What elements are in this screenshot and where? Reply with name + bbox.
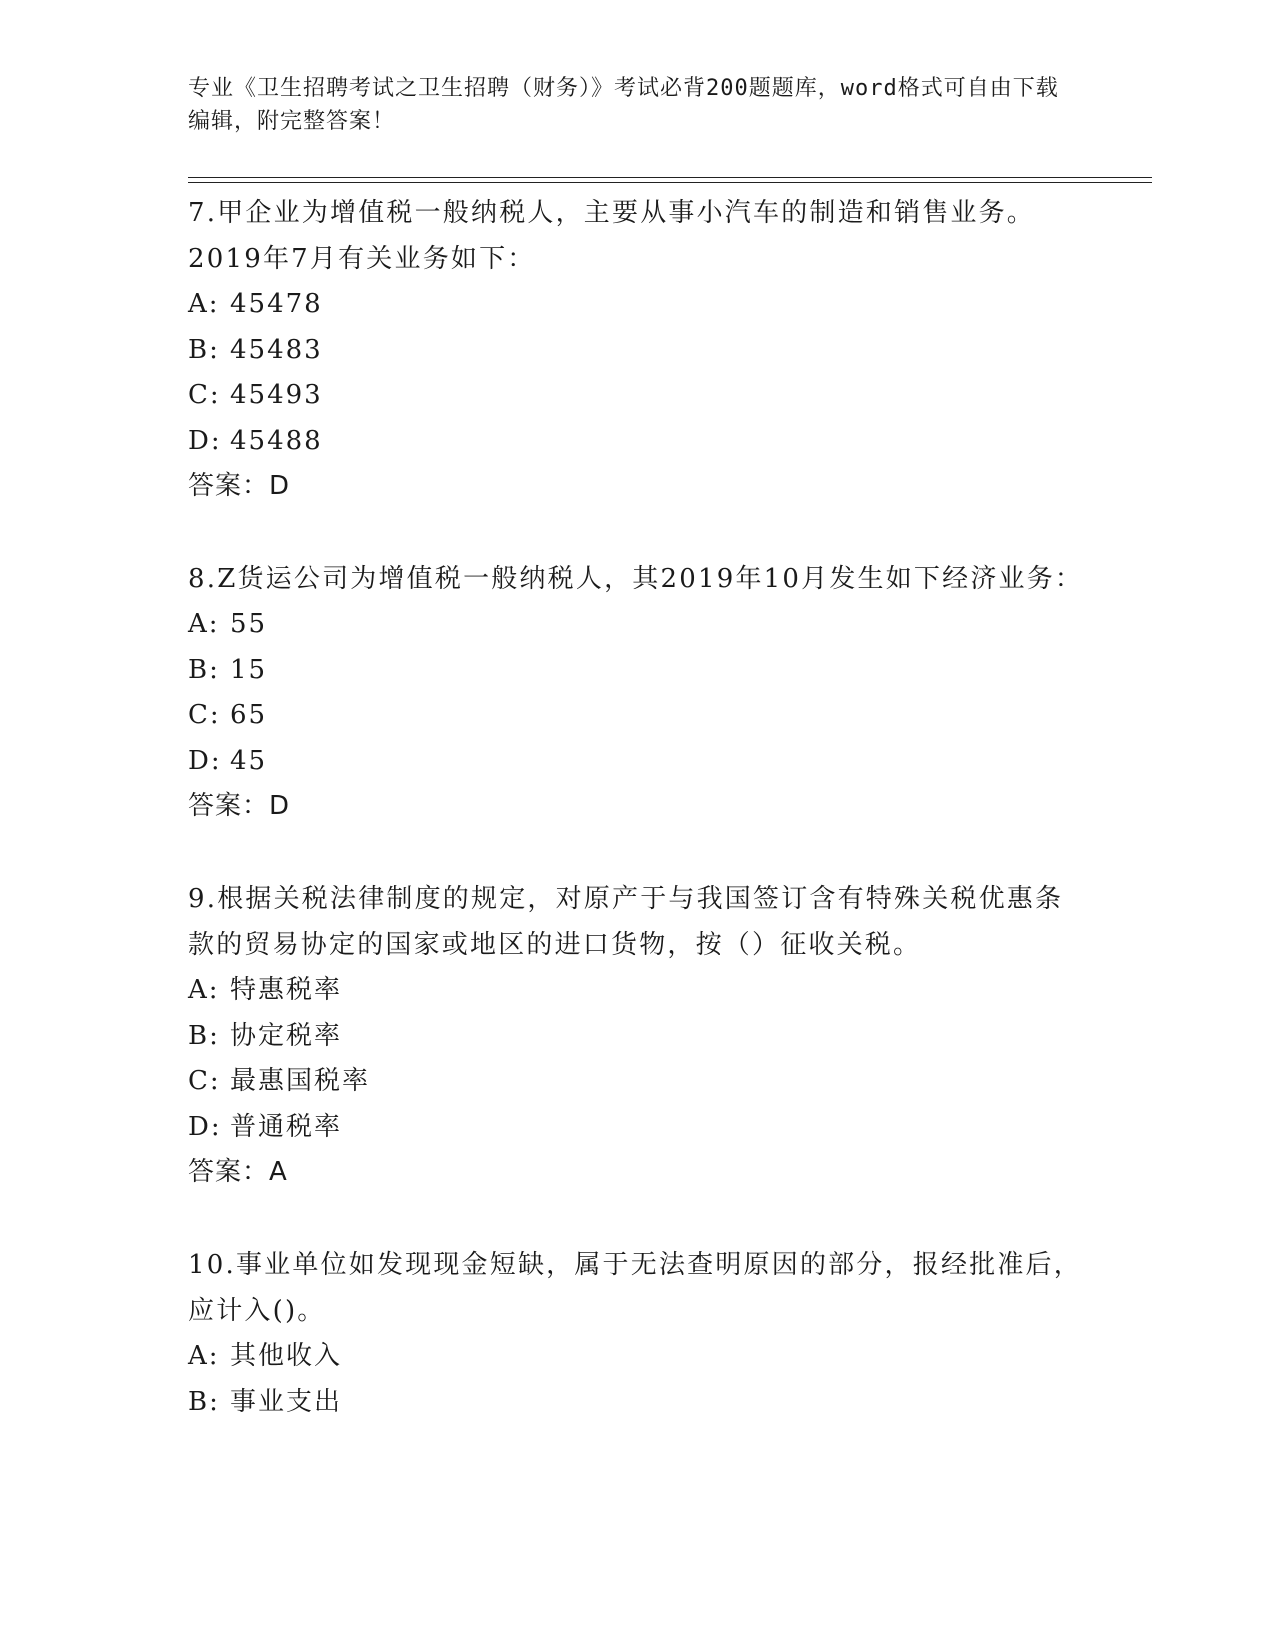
option-letter: D: — [188, 745, 222, 776]
option-b — [188, 648, 1088, 694]
question-stem: 8.Z货运公司为增值税一般纳税人，其2019年10月发生如下经济业务： — [188, 564, 1084, 594]
question-item — [188, 190, 1088, 508]
option-c — [188, 373, 1088, 419]
option-letter: A: — [188, 289, 220, 319]
option-a — [188, 968, 1088, 1014]
option-b — [188, 328, 1088, 374]
option-d — [188, 419, 1088, 465]
option-d — [188, 739, 1088, 785]
option-text: 普通税率 — [230, 1111, 343, 1142]
header-divider-bottom — [188, 182, 1152, 183]
option-letter: A: — [188, 975, 220, 1005]
option-letter: B: — [188, 334, 220, 365]
option-text: 45488 — [230, 425, 323, 456]
option-c — [188, 693, 1088, 739]
option-c — [188, 1059, 1088, 1105]
option-text: 其他收入 — [230, 1341, 343, 1371]
question-stem: 10.事业单位如发现现金短缺，属于无法查明原因的部分，报经批准后，应计入()。 — [188, 1250, 1082, 1326]
option-letter: B: — [188, 1386, 220, 1417]
option-letter: A: — [188, 609, 220, 639]
option-letter: B: — [188, 1020, 220, 1051]
option-b — [188, 1380, 1088, 1426]
option-letter: A: — [188, 1341, 220, 1371]
option-a — [188, 282, 1088, 328]
answer-line: 答案：D — [188, 471, 291, 501]
question-list — [188, 190, 1088, 1473]
option-text: 45493 — [230, 380, 323, 410]
option-a — [188, 1334, 1088, 1380]
option-text: 事业支出 — [230, 1386, 343, 1417]
option-letter: C: — [188, 380, 221, 410]
document-header: 专业《卫生招聘考试之卫生招聘（财务）》考试必背200题题库，word格式可自由下载编辑，附完整答案！ — [188, 76, 1059, 134]
option-letter: D: — [188, 1111, 222, 1142]
option-letter: D: — [188, 425, 222, 456]
option-text: 15 — [230, 654, 268, 685]
option-a — [188, 602, 1088, 648]
option-letter: C: — [188, 700, 221, 730]
question-item — [188, 556, 1088, 828]
option-text: 最惠国税率 — [230, 1066, 371, 1096]
option-text: 55 — [230, 609, 268, 639]
option-text: 65 — [230, 700, 268, 730]
answer-line: 答案：D — [188, 791, 291, 821]
answer-line: 答案：A — [188, 1157, 288, 1187]
option-text: 45483 — [230, 334, 323, 365]
option-text: 45478 — [230, 289, 323, 319]
question-stem: 7.甲企业为增值税一般纳税人，主要从事小汽车的制造和销售业务。2019年7月有关业务如下： — [188, 198, 1036, 274]
option-d — [188, 1105, 1088, 1151]
question-stem: 9.根据关税法律制度的规定，对原产于与我国签订含有特殊关税优惠条款的贸易协定的国家或地区的进口货物，按（）征收关税。 — [188, 884, 1064, 960]
header-divider-top — [188, 177, 1152, 178]
option-text: 45 — [230, 745, 268, 776]
option-letter: B: — [188, 654, 220, 685]
option-b — [188, 1014, 1088, 1060]
question-item — [188, 876, 1088, 1194]
question-item — [188, 1242, 1088, 1425]
option-text: 协定税率 — [230, 1020, 343, 1051]
option-text: 特惠税率 — [230, 975, 343, 1005]
option-letter: C: — [188, 1066, 221, 1096]
